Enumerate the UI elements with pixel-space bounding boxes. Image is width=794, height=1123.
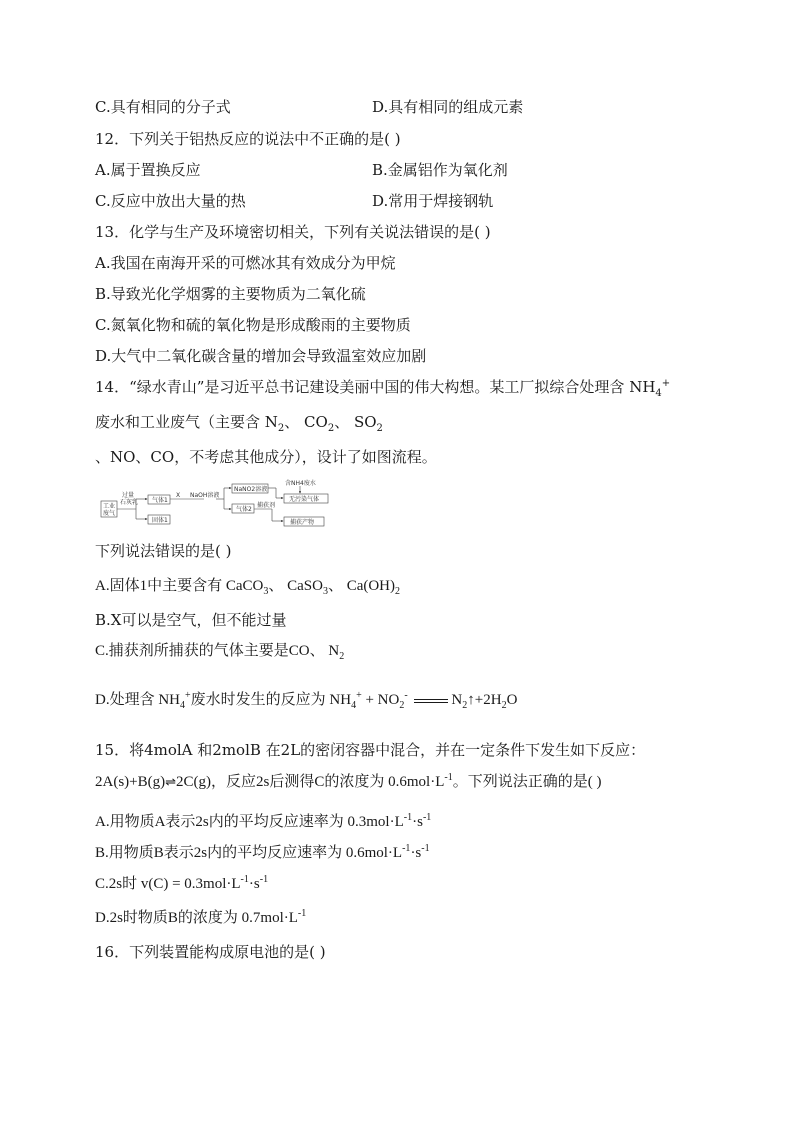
q13-option-a: A.我国在南海开采的可燃冰其有效成分为甲烷 (95, 254, 396, 272)
q14-flow-diagram (100, 479, 345, 529)
equals-sign-icon (414, 699, 448, 703)
svg-text:过量: 过量 (122, 492, 135, 499)
flow-gas2: 气体2 (236, 506, 252, 513)
q15-equation-right: 2C(g) (176, 774, 212, 790)
q14-stem-line2: 废水和工业废气（主要含 $N_2$、 $CO_2$、 $SO_2$ (95, 413, 383, 434)
svg-text:NaOH溶液: NaOH溶液 (190, 492, 220, 499)
q11-option-c: C.具有相同的分子式 (95, 98, 231, 116)
q16-stem: 16．下列装置能构成原电池的是( ) (95, 943, 326, 961)
q13-stem: 13．化学与生产及环境密切相关，下列有关说法错误的是( ) (95, 223, 491, 241)
q14-option-c: C.捕获剂所捕获的气体主要是CO、 $N_2$ (95, 643, 345, 662)
q14-ask: 下列说法错误的是( ) (95, 542, 232, 560)
reversible-arrow-icon: ⇌ (165, 774, 177, 789)
q12-option-b: B.金属铝作为氧化剂 (372, 161, 508, 179)
q14-option-b: B.X可以是空气，但不能过量 (95, 611, 287, 629)
flow-x: X (176, 492, 181, 499)
q15-equation-left: 2A(s)+B(g) (95, 774, 166, 790)
q12-option-d: D.常用于焊接钢轨 (372, 192, 494, 210)
q15-option-c: C.2s时 $v(C) = 0.3mol\cdot L^{-1}\cdot s^{-1}$ (95, 874, 269, 892)
q13-option-b: B.导致光化学烟雾的主要物质为二氧化硫 (95, 285, 366, 303)
svg-text:NaNO2溶液: NaNO2溶液 (234, 486, 268, 493)
q15-option-d: D.2s时物质B的浓度为 $0.7mol\cdot L^{-1}$ (95, 908, 307, 926)
q14-stem-line1: 14．“绿水青山”是习近平总书记建设美丽中国的伟大构想。某工厂拟综合处理含 $NH_4^+$ (95, 378, 671, 399)
q13-option-c: C.氮氧化物和硫的氧化物是形成酸雨的主要物质 (95, 316, 411, 334)
flow-solid1: 固体1 (152, 517, 168, 524)
q15-option-a: A.用物质A表示2s内的平均反应速率为 $0.3mol\cdot L^{-1}\cdot s^{-1}$ (95, 812, 432, 830)
q12-stem: 12．下列关于铝热反应的说法中不正确的是( ) (95, 130, 401, 148)
q14-option-d: D.处理含 $NH_4^+$废水时发生的反应为 $NH_4^+ + NO_2^-$ $N_2↑+2H_2O$ (95, 690, 518, 711)
svg-text:捕获剂: 捕获剂 (257, 502, 276, 509)
q13-option-d: D.大气中二氧化碳含量的增加会导致温室效应加剧 (95, 347, 427, 365)
q12-option-c: C.反应中放出大量的热 (95, 192, 246, 210)
q15-stem-line2: 2A(s)+B(g)⇌2C(g)，反应2s后测得C的浓度为 $0.6mol\cdot L^{-1}$。下列说法正确的是( ) (95, 772, 602, 790)
svg-text:石灰乳: 石灰乳 (120, 499, 139, 506)
svg-text:捕获产物: 捕获产物 (290, 519, 315, 526)
svg-text:含NH4废水: 含NH4废水 (285, 480, 316, 487)
q14-option-a: A.固体1中主要含有 CaCO$_3$、 CaSO$_3$、 $Ca(OH)_2$ (95, 578, 401, 597)
svg-text:无污染气体: 无污染气体 (289, 496, 320, 503)
q11-option-d: D.具有相同的组成元素 (372, 98, 524, 116)
q12-option-a: A.属于置换反应 (95, 161, 201, 179)
flow-gas1: 气体1 (152, 497, 168, 504)
q14-stem-line3: 、NO、CO，不考虑其他成分），设计了如图流程。 (95, 448, 437, 466)
q15-stem-line1: 15．将4molA 和2molB 在2L的密闭容器中混合，并在一定条件下发生如下反应： (95, 741, 646, 759)
q15-option-b: B.用物质B表示2s内的平均反应速率为 $0.6mol\cdot L^{-1}\cdot s^{-1}$ (95, 843, 430, 861)
flow-input-label: 工业 (103, 503, 116, 510)
svg-text:废气: 废气 (103, 510, 116, 517)
